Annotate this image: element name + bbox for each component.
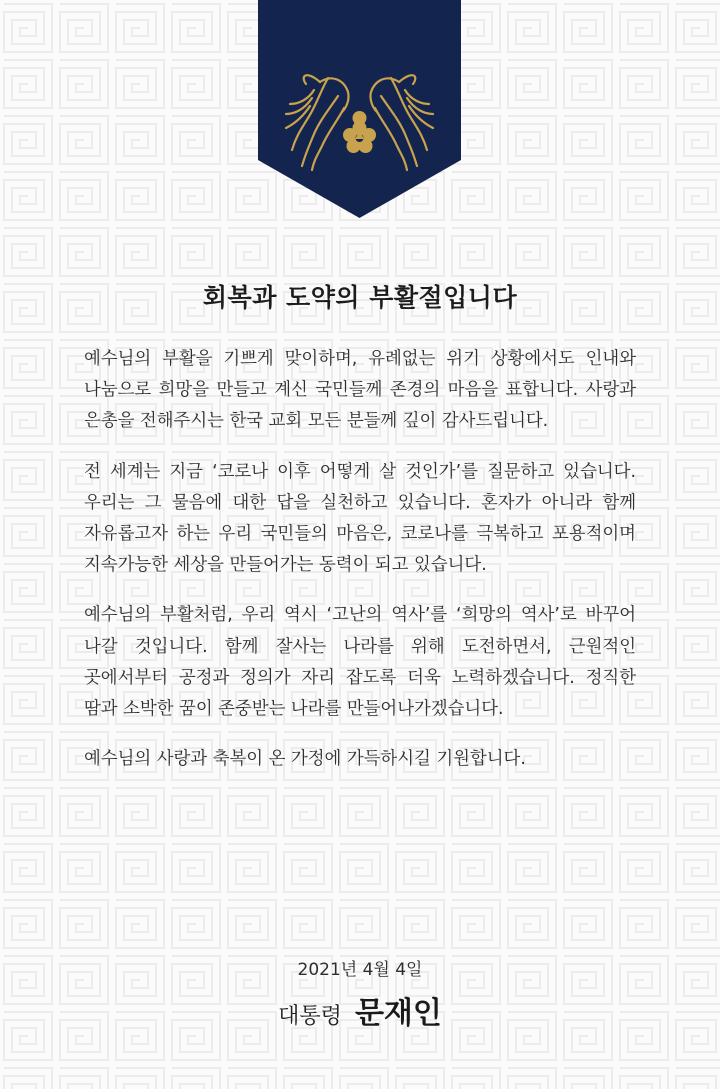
signature-block <box>0 988 720 1032</box>
paragraph: 전 세계는 지금 ‘코로나 이후 어떻게 살 것인가’를 질문하고 있습니다. 우리는 그 물음에 대한 답을 실천하고 있습니다. 혼자가 아니라 함께 자유롭고자 하는 우리 국민들의 마음은, 코로나를 극복하고 포용적이며 지속가능한 세상을 만들어가는 동력이 되고 있습니다. <box>84 461 636 576</box>
paragraph: 예수님의 부활을 기쁘게 맞이하며, 유례없는 위기 상황에서도 인내와 나눔으로 희망을 만들고 계신 국민들께 존경의 마음을 표합니다. 사랑과 은총을 전해주시는 한국 교회 모든 분들께 깊이 감사드립니다. <box>84 349 636 432</box>
document-title: 회복과 도약의 부활절입니다 <box>202 283 518 312</box>
paragraph: 예수님의 부활처럼, 우리 역시 ‘고난의 역사’를 ‘희망의 역사’로 바꾸어 나갈 것입니다. 함께 잘사는 나라를 위해 도전하면서, 근원적인 곳에서부터 공정과 정의가 자리 잡도록 더욱 노력하겠습니다. 정직한 땀과 소박한 꿈이 존중받는 나라를 만들어나가겠습니다. <box>84 605 636 720</box>
signature-title: 대통령 <box>278 1004 342 1029</box>
message-body <box>84 344 636 794</box>
document-date: 2021년 4월 4일 <box>297 960 423 980</box>
presidential-phoenix-emblem-icon <box>258 0 461 218</box>
paragraph: 예수님의 사랑과 축복이 온 가정에 가득하시길 기원합니다. <box>84 749 526 770</box>
signature-name: 문재인 <box>354 996 442 1031</box>
